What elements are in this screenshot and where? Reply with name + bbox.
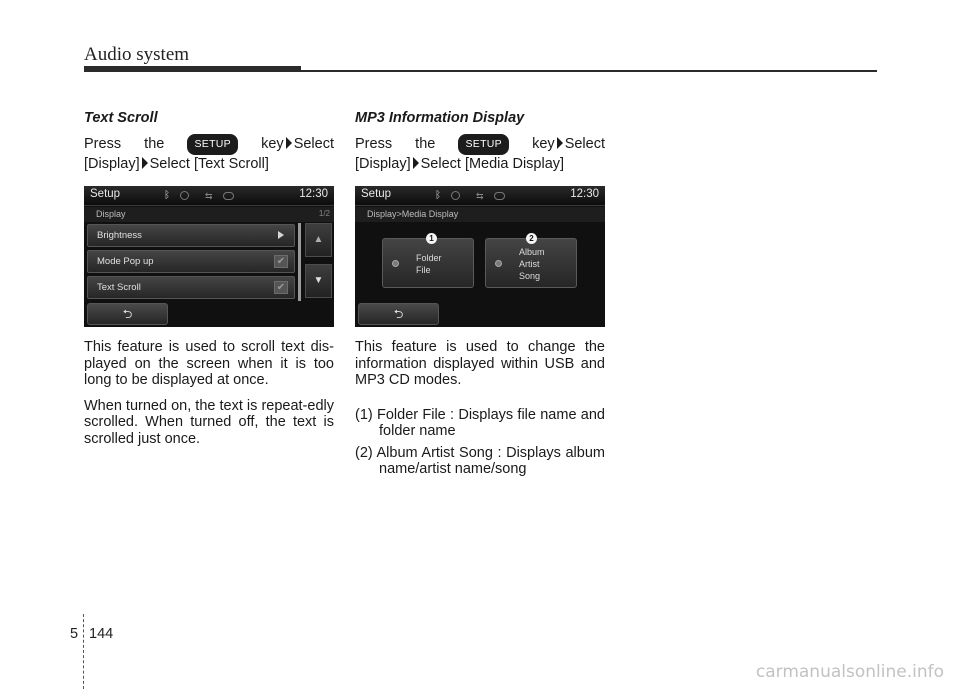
list-item-folder-file: (1) Folder File : Displays file name and folder name [355,406,605,439]
chevron-right-icon [278,231,284,239]
instruction-line-2 [355,155,605,174]
screen-title: Setup [90,188,121,200]
header-rule-thick [84,66,301,72]
list-item-album-artist-song: (2) Album Artist Song : Displays album name/artist name/song [355,444,605,477]
usb-icon: ⇆ [476,191,484,201]
bluetooth-icon: ᛒ [435,190,441,201]
usb-icon: ⇆ [205,191,213,201]
instruction-line-1 [84,134,334,155]
arrow-right-icon [286,137,292,149]
back-button[interactable]: ⮌ [358,303,439,325]
option-label-line: Artist [519,259,540,269]
mp3-info-description: This feature is used to change the information displayed within USB and MP3 CD modes. [355,339,605,388]
instruction-line-1 [355,134,605,155]
instr-select: Select [293,136,334,152]
screen-pager: 1/2 [318,209,330,218]
instr-display: [Display] [84,156,140,172]
menu-row-label: Mode Pop up [97,256,154,267]
watermark: carmanualsonline.info [755,662,944,682]
option-label-line: Album [519,247,545,257]
option-label-line: File [416,265,431,275]
screen-status-bar [355,186,605,206]
section-title-text-scroll: Text Scroll [84,110,158,126]
instr-key: key [261,136,284,152]
instr-select-text-scroll: Select [Text Scroll] [149,156,269,172]
menu-row-mode-popup[interactable] [87,250,295,273]
option-label-line: Folder [416,253,442,263]
section-number: 5 [70,626,79,642]
setup-key-badge: SETUP [458,134,509,155]
footer-divider [83,614,84,689]
instruction-line-2 [84,155,334,174]
option-album-artist-song[interactable] [485,238,577,288]
arrow-right-icon [413,157,419,169]
screen-breadcrumb: Display>Media Display [355,207,605,222]
radio-icon [392,260,399,267]
arrow-right-icon [142,157,148,169]
instr-display: [Display] [355,156,411,172]
section-title-mp3-info: MP3 Information Display [355,110,525,126]
page-number: 144 [89,626,114,642]
screen-status-bar [84,186,334,206]
instr-select-media-display: Select [Media Display] [420,156,565,172]
scroll-up-button[interactable]: ▲ [305,223,332,257]
disc-icon [223,192,234,200]
callout-badge-1: 1 [426,233,437,244]
text-scroll-behavior: When turned on, the text is repeat-edly scrolled. When turned off, the text is scrolled just once. [84,397,334,447]
callout-badge-2: 2 [526,233,537,244]
radio-icon [495,260,502,267]
option-folder-file[interactable] [382,238,474,288]
page-header-title: Audio system [84,44,190,65]
disc-icon [494,192,505,200]
instr-press: Press the [84,136,165,152]
back-button[interactable]: ⮌ [87,303,168,325]
menu-row-label: Text Scroll [97,282,141,293]
display-screenshot-text-scroll [84,186,334,327]
checkbox-icon[interactable]: ✔ [274,255,288,268]
instr-key: key [532,136,555,152]
bluetooth-icon: ᛒ [164,190,170,201]
text-scroll-section [84,110,334,447]
menu-row-label: Brightness [97,230,142,241]
screen-clock: 12:30 [299,188,328,200]
status-ring-icon [451,191,460,200]
scroll-down-button[interactable]: ▼ [305,264,332,298]
mp3-info-section [355,110,605,478]
menu-row-text-scroll[interactable] [87,276,295,299]
screen-title: Setup [361,188,392,200]
instr-press: Press the [355,136,436,152]
scrollbar[interactable] [298,223,301,301]
instr-select: Select [564,136,605,152]
checkbox-icon[interactable]: ✔ [274,281,288,294]
screen-breadcrumb: Display [84,207,334,222]
menu-row-brightness[interactable] [87,224,295,247]
screen-clock: 12:30 [570,188,599,200]
header-rule-thin [301,70,877,72]
status-ring-icon [180,191,189,200]
setup-key-badge: SETUP [187,134,238,155]
display-screenshot-media-display [355,186,605,327]
option-label-line: Song [519,271,541,281]
text-scroll-description: This feature is used to scroll text dis-played on the screen when it is too long to be displayed at once. [84,339,334,388]
arrow-right-icon [557,137,563,149]
